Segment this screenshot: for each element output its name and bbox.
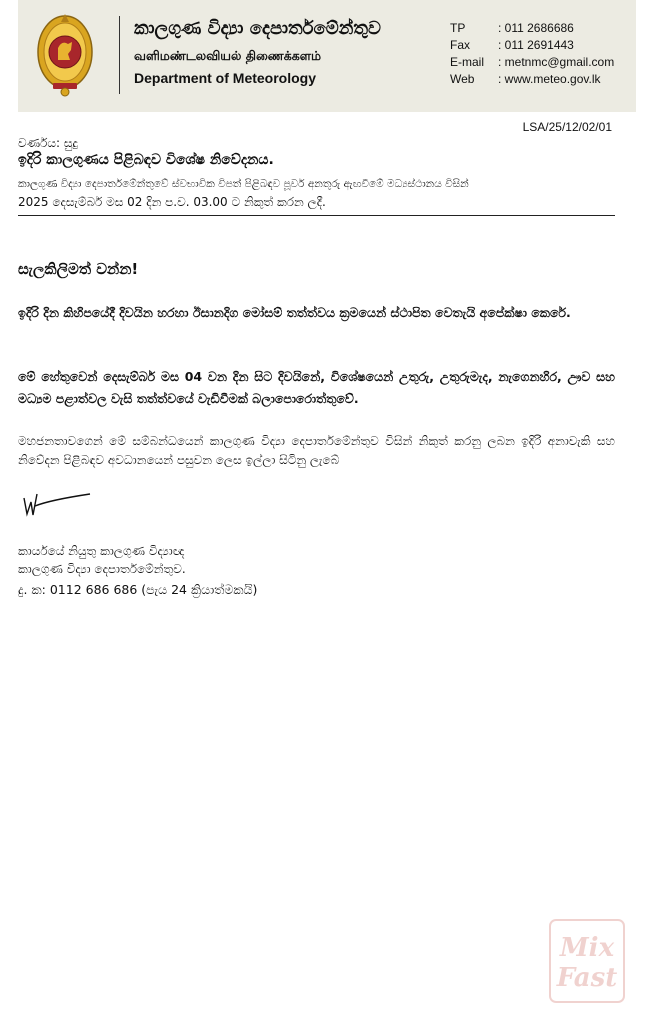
paragraph-public-advice: මහජනතාවගෙන් මේ සම්බන්ධයෙන් කාලගුණ විද්‍යා දෙපාර්තමේන්තුව විසින් නිකුත් කරනු ලබන ඉදිරි අනාවැකි සහ නිවේදන පිළිබඳව අවධානයෙන් පසුවන ලෙස ඉල්ලා සිටිනු ලැබේ bbox=[18, 434, 615, 467]
issued-date-line: 2025 දෙසැම්බර් මස 02 දින ප.ව. 03.00 ට නිකුත් කරන ලදී. bbox=[18, 195, 326, 209]
contact-row-tp bbox=[450, 20, 614, 37]
department-name-english: Department of Meteorology bbox=[134, 70, 317, 86]
watermark-line2: Fast bbox=[556, 963, 618, 993]
hotline-number: දු. ක: 0112 686 686 (පැය 24 ක්‍රියාත්මකයි) bbox=[18, 582, 258, 597]
header-rule bbox=[18, 215, 615, 216]
contact-row-fax bbox=[450, 37, 614, 54]
paragraph-rain-increase: මේ හේතුවෙන් දෙසැම්බර් මස 04 වන දින සිට දිවයිනේ, විශේෂයෙන් උතුරු, උතුරුමැද, නැගෙනහිර, ඌව සහ මධ්‍යම පළාත්වල වැසි තත්ත්වයේ වැඩිවීමක් බලාපොරොත්තුවේ. bbox=[18, 369, 615, 406]
department-name-tamil: வளிமண்டலவியல் திணைக்களம் bbox=[134, 48, 322, 63]
issued-by-line: කාලගුණ විද්‍යා දෙපාර්තමේන්තුවේ ස්වභාවික විපත් පිළිබඳව පූර්ව අනතුරු ඇඟවීමේ මධ්‍යස්ථානය විසින් bbox=[18, 178, 469, 190]
contact-value: : 011 2686686 bbox=[498, 21, 574, 35]
department-name-sinhala: කාලගුණ විද්‍යා දෙපාර්තමේන්තුව bbox=[134, 18, 381, 39]
contact-label: TP bbox=[450, 21, 466, 35]
contact-block bbox=[450, 20, 614, 88]
contact-label: Web bbox=[450, 72, 475, 86]
signature bbox=[20, 484, 92, 522]
reference-number: LSA/25/12/02/01 bbox=[522, 120, 612, 134]
alert-greeting: සැලකිලිමත් වන්න! bbox=[18, 260, 139, 278]
letterhead bbox=[18, 0, 636, 112]
header-divider bbox=[119, 16, 120, 94]
watermark-logo bbox=[548, 918, 626, 1004]
contact-label: E-mail bbox=[450, 55, 485, 69]
contact-row-web bbox=[450, 71, 614, 88]
watermark-line1: Mix bbox=[559, 933, 615, 963]
notice-subject: ඉදිරි කාලගුණය පිළිබඳව විශේෂ නිවේදනය. bbox=[18, 152, 274, 168]
sri-lanka-emblem-icon bbox=[36, 12, 94, 98]
contact-value[interactable]: : metnmc@gmail.com bbox=[498, 55, 615, 69]
contact-row-email bbox=[450, 54, 614, 71]
classification-color: වර්ණය: සුදු bbox=[18, 136, 78, 150]
contact-value: : 011 2691443 bbox=[498, 38, 574, 52]
signatory-title: කාර්යයේ නියුතු කාලගුණ විද්‍යාඥ bbox=[18, 544, 185, 558]
signatory-department: කාලගුණ විද්‍යා දෙපාර්තමේන්තුව. bbox=[18, 562, 186, 576]
contact-label: Fax bbox=[450, 38, 471, 52]
signatory-block bbox=[18, 542, 186, 578]
paragraph-monsoon: ඉදිරි දින කිහිපයේදී දිවයින හරහා ඊසානදිග මෝසම් තත්ත්වය ක්‍රමයෙන් ස්ථාපිත වෙතැයි අපේක්ෂා කෙරේ. bbox=[18, 305, 571, 320]
contact-value[interactable]: : www.meteo.gov.lk bbox=[498, 72, 601, 86]
